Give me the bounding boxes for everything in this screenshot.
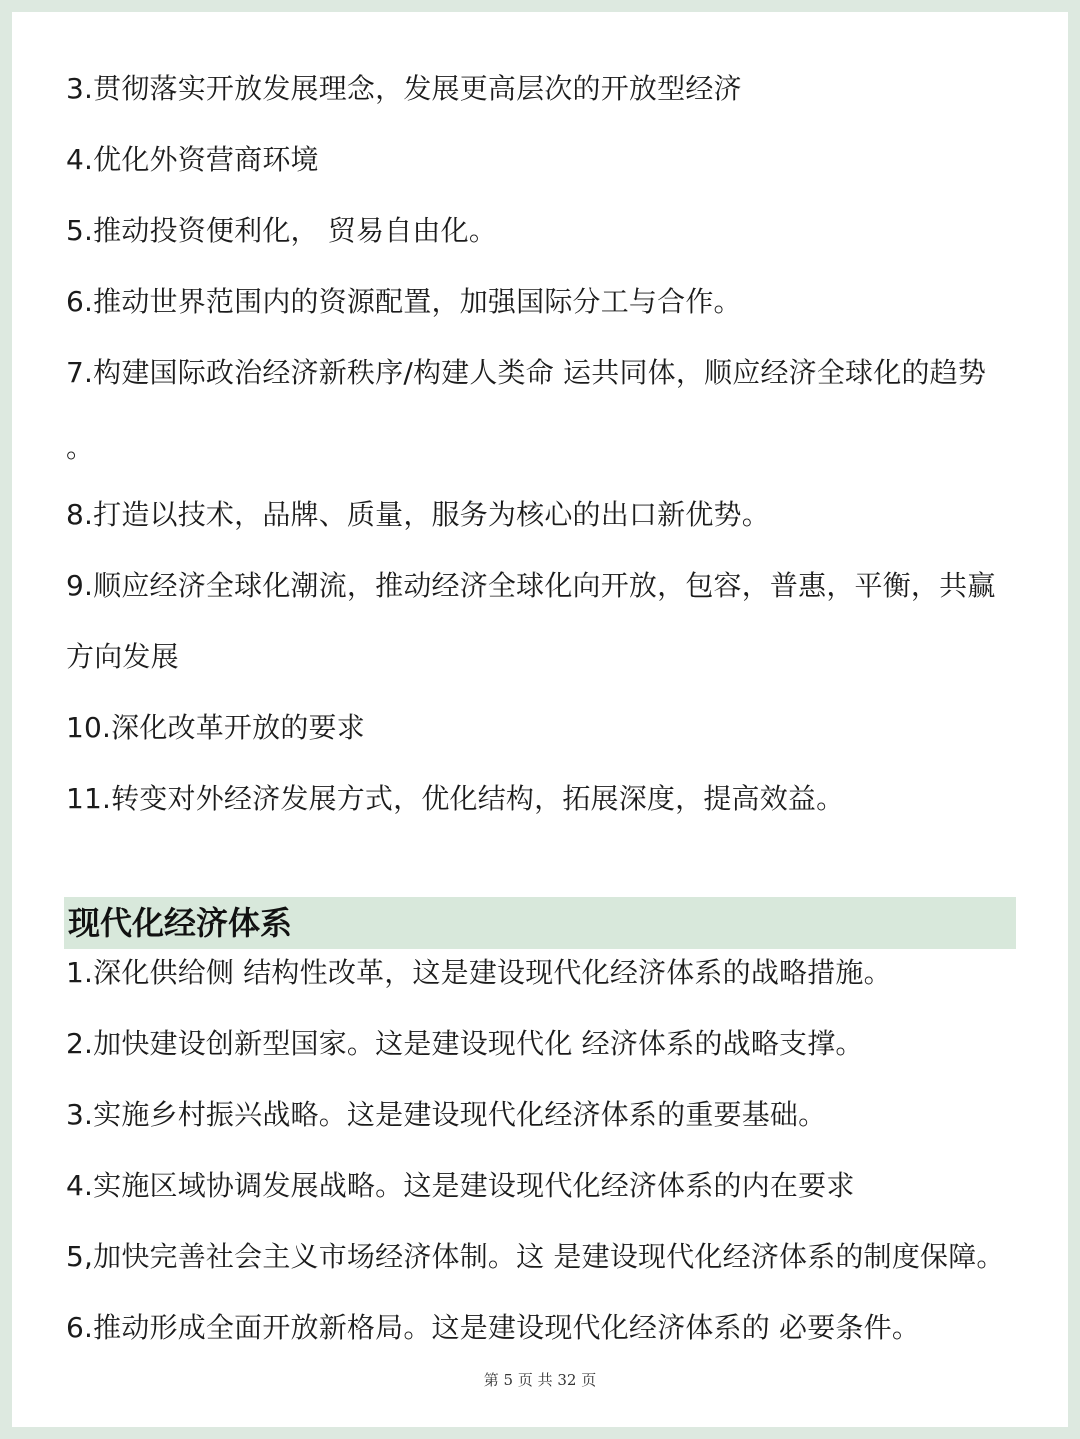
section-heading: 现代化经济体系 (68, 904, 293, 942)
list-item: 3.实施乡村振兴战略。这是建设现代化经济体系的重要基础。 (66, 1098, 827, 1131)
list-item: 5,加快完善社会主义市场经济体制。这 是建设现代化经济体系的制度保障。 (66, 1240, 1005, 1273)
list-item: 1.深化供给侧 结构性改革，这是建设现代化经济体系的战略措施。 (66, 956, 892, 989)
list-item: 8.打造以技术，品牌、质量，服务为核心的出口新优势。 (66, 498, 770, 531)
list-item: 11.转变对外经济发展方式，优化结构，拓展深度，提高效益。 (66, 782, 845, 815)
list-item: 10.深化改革开放的要求 (66, 711, 365, 744)
list-item: 2.加快建设创新型国家。这是建设现代化 经济体系的战略支撑。 (66, 1027, 864, 1060)
list-item: 5.推动投资便利化， 贸易自由化。 (66, 214, 498, 247)
section-heading-highlight (64, 897, 1016, 949)
list-item-continuation: 方向发展 (66, 640, 179, 673)
list-item: 7.构建国际政治经济新秩序/构建人类命 运共同体，顺应经济全球化的趋势 (66, 356, 987, 389)
list-item: 4.优化外资营商环境 (66, 143, 319, 176)
list-item: 3.贯彻落实开放发展理念，发展更高层次的开放型经济 (66, 72, 742, 105)
list-item: 9.顺应经济全球化潮流，推动经济全球化向开放，包容，普惠，平衡，共赢 (66, 569, 996, 602)
document-page (12, 12, 1068, 1427)
list-item: 4.实施区域协调发展战略。这是建设现代化经济体系的内在要求 (66, 1169, 855, 1202)
list-item: 6.推动世界范围内的资源配置，加强国际分工与合作。 (66, 285, 742, 318)
page-number-footer: 第 5 页 共 32 页 (483, 1371, 597, 1389)
list-item-continuation: 。 (66, 431, 95, 464)
list-item: 6.推动形成全面开放新格局。这是建设现代化经济体系的 必要条件。 (66, 1311, 921, 1344)
